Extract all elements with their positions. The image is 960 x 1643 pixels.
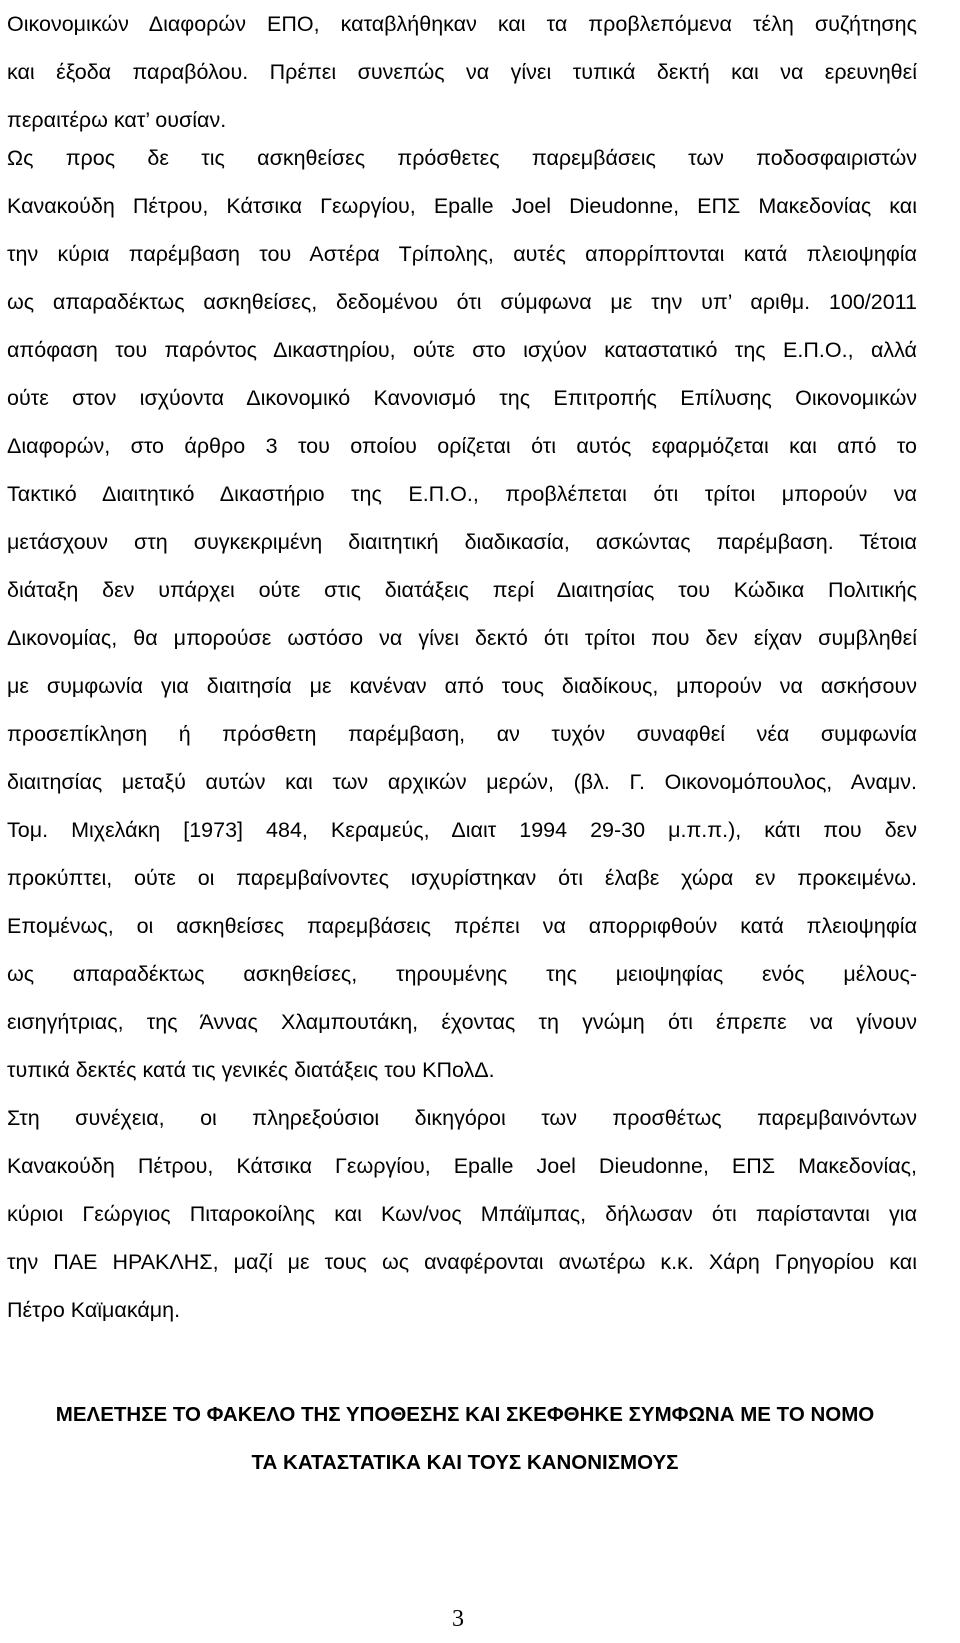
text-line: Στη συνέχεια, οι πληρεξούσιοι δικηγόροι των προσθέτως παρεμβαινόντων [7, 1106, 917, 1130]
text-line: Πέτρο Καϊμακάμη. [7, 1298, 181, 1322]
text-line: Κανακούδη Πέτρου, Κάτσικα Γεωργίου, Epalle Joel Dieudonne, ΕΠΣ Μακεδονίας, [7, 1154, 917, 1178]
text-line: Δικονομίας, θα μπορούσε ωστόσο να γίνει δεκτό ότι τρίτοι που δεν είχαν συμβληθεί [7, 626, 917, 650]
section-heading-line-2: ΤΑ ΚΑΤΑΣΤΑΤΙΚΑ ΚΑΙ ΤΟΥΣ ΚΑΝΟΝΙΣΜΟΥΣ [251, 1451, 679, 1474]
text-line: τυπικά δεκτές κατά τις γενικές διατάξεις του ΚΠολΔ. [7, 1058, 495, 1082]
text-line: περαιτέρω κατ’ ουσίαν. [7, 108, 227, 132]
text-line: την κύρια παρέμβαση του Αστέρα Τρίπολης, αυτές απορρίπτονται κατά πλειοψηφία [7, 242, 917, 266]
text-line: με συμφωνία για διαιτησία με κανέναν από τους διαδίκους, μπορούν να ασκήσουν [7, 674, 917, 698]
paragraph-1 [7, 0, 917, 144]
text-line: την ΠΑΕ ΗΡΑΚΛΗΣ, μαζί με τους ως αναφέρονται ανωτέρω κ.κ. Χάρη Γρηγορίου και [7, 1250, 917, 1274]
text-line: Κανακούδη Πέτρου, Κάτσικα Γεωργίου, Epalle Joel Dieudonne, ΕΠΣ Μακεδονίας και [7, 194, 917, 218]
text-line: μετάσχουν στη συγκεκριμένη διαιτητική διαδικασία, ασκώντας παρέμβαση. Τέτοια [7, 530, 917, 554]
text-line: Τομ. Μιχελάκη [1973] 484, Κεραμεύς, Διαιτ 1994 29-30 μ.π.π.), κάτι που δεν [7, 818, 917, 842]
text-line: προκύπτει, ούτε οι παρεμβαίνοντες ισχυρίστηκαν ότι έλαβε χώρα εν προκειμένω. [7, 866, 917, 890]
text-line: Οικονομικών Διαφορών ΕΠΟ, καταβλήθηκαν και τα προβλεπόμενα τέλη συζήτησης [7, 12, 917, 36]
section-heading-line-1: ΜΕΛΕΤΗΣΕ ΤΟ ΦΑΚΕΛΟ ΤΗΣ ΥΠΟΘΕΣΗΣ ΚΑΙ ΣΚΕΦΘΗΚΕ ΣΥΜΦΩΝΑ ΜΕ ΤΟ ΝΟΜΟ [55, 1403, 875, 1426]
text-line: διαιτησίας μεταξύ αυτών και των αρχικών μερών, (βλ. Γ. Οικονομόπουλος, Αναμν. [7, 770, 917, 794]
text-line: και έξοδα παραβόλου. Πρέπει συνεπώς να γίνει τυπικά δεκτή και να ερευνηθεί [7, 60, 917, 84]
text-line: κύριοι Γεώργιος Πιταροκοίλης και Κων/νος Μπάϊμπας, δήλωσαν ότι παρίστανται για [7, 1202, 917, 1226]
text-line: Τακτικό Διαιτητικό Δικαστήριο της Ε.Π.Ο., προβλέπεται ότι τρίτοι μπορούν να [7, 482, 917, 506]
text-line: Επομένως, οι ασκηθείσες παρεμβάσεις πρέπει να απορριφθούν κατά πλειοψηφία [7, 914, 917, 938]
text-line: διάταξη δεν υπάρχει ούτε στις διατάξεις περί Διαιτησίας του Κώδικα Πολιτικής [7, 578, 917, 602]
text-line: προσεπίκληση ή πρόσθετη παρέμβαση, αν τυχόν συναφθεί νέα συμφωνία [7, 722, 917, 746]
text-line: ως απαραδέκτως ασκηθείσες, δεδομένου ότι σύμφωνα με την υπ’ αριθμ. 100/2011 [7, 290, 917, 314]
text-line: εισηγήτριας, της Άννας Χλαμπουτάκη, έχοντας τη γνώμη ότι έπρεπε να γίνουν [7, 1010, 917, 1034]
text-line: απόφαση του παρόντος Δικαστηρίου, ούτε στο ισχύον καταστατικό της Ε.Π.Ο., αλλά [7, 338, 917, 362]
paragraph-2 [7, 134, 917, 1094]
text-line: ούτε στον ισχύοντα Δικονομικό Κανονισμό της Επιτροπής Επίλυσης Οικονομικών [7, 386, 917, 410]
paragraph-3 [7, 1094, 917, 1334]
text-line: ως απαραδέκτως ασκηθείσες, τηρουμένης της μειοψηφίας ενός μέλους- [7, 962, 917, 986]
page-number: 3 [452, 1606, 464, 1632]
text-line: Διαφορών, στο άρθρο 3 του οποίου ορίζεται ότι αυτός εφαρμόζεται και από το [7, 434, 917, 458]
text-line: Ως προς δε τις ασκηθείσες πρόσθετες παρεμβάσεις των ποδοσφαιριστών [7, 146, 917, 170]
